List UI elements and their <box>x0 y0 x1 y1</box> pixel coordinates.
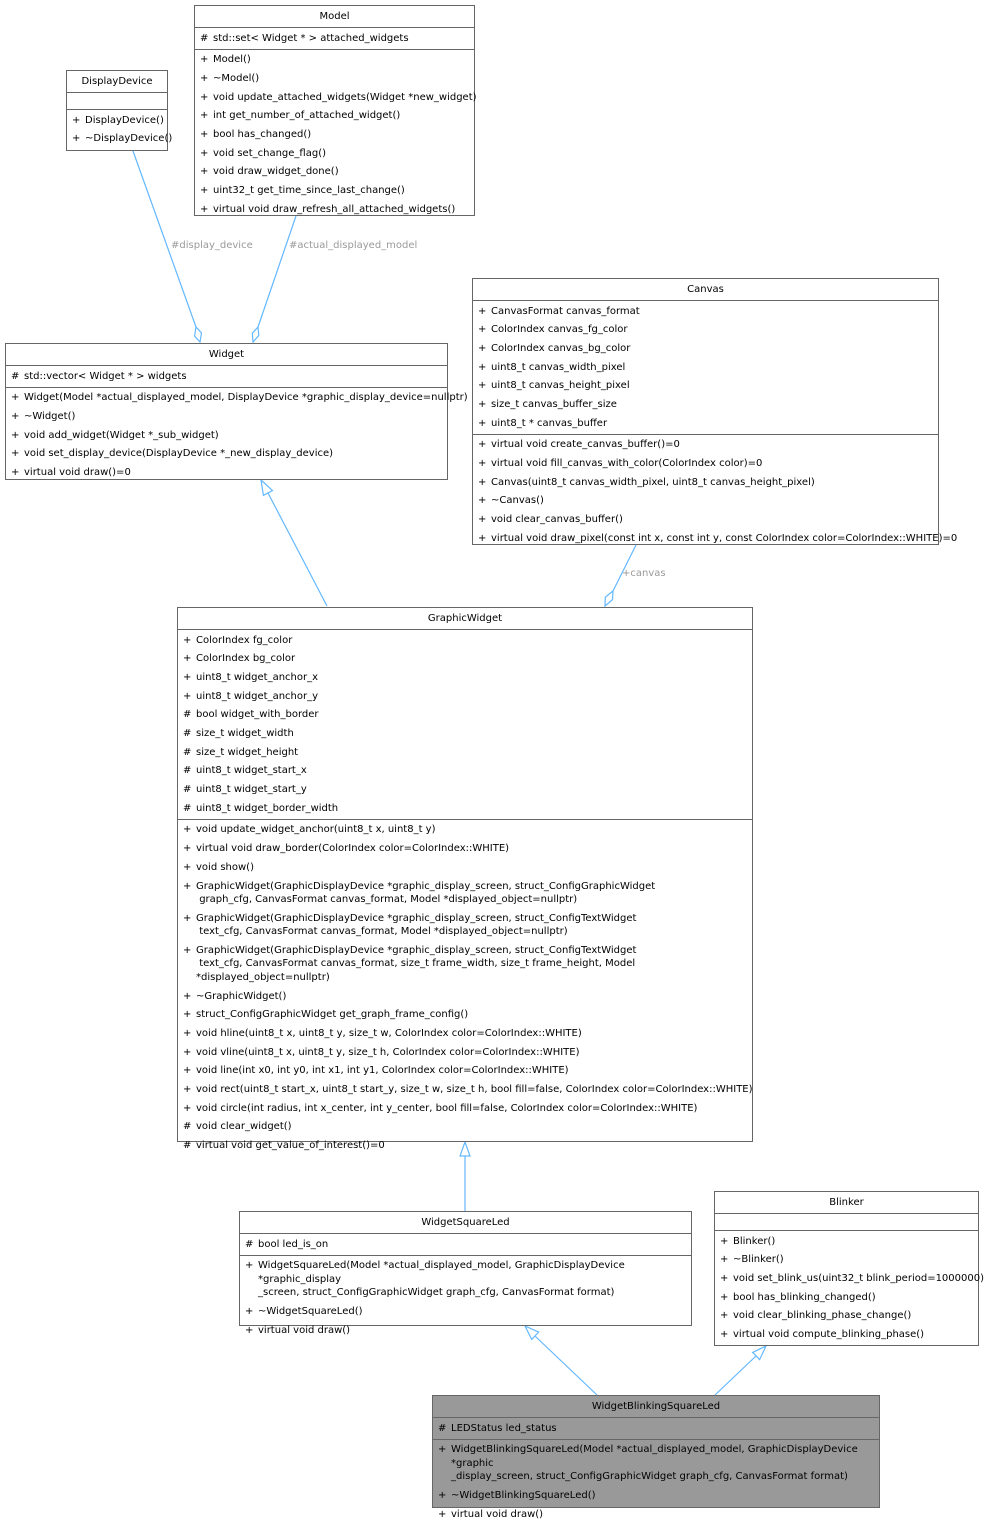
visibility-marker: # <box>200 32 209 44</box>
visibility-marker: + <box>200 166 209 178</box>
class-name: WidgetSquareLed <box>240 1212 691 1234</box>
class-name: Blinker <box>715 1192 978 1214</box>
attribute-row <box>178 706 752 725</box>
class-name: DisplayDevice <box>67 71 167 93</box>
method-text: void circle(int radius, int x_center, int y_center, bool fill=false, ColorIndex color=ColorIndex::WHITE) <box>196 1102 698 1114</box>
edge-display-device <box>133 151 196 327</box>
class-widget-blinking-square-led[interactable] <box>432 1395 880 1520</box>
method-row <box>67 111 167 130</box>
methods-section <box>473 435 958 549</box>
class-name: Canvas <box>473 279 938 301</box>
class-graphic-widget[interactable] <box>177 607 753 1152</box>
visibility-marker: + <box>183 912 192 924</box>
visibility-marker: + <box>720 1254 729 1266</box>
visibility-marker: # <box>438 1422 447 1434</box>
visibility-marker: + <box>478 439 487 451</box>
method-text: void clear_widget() <box>196 1121 292 1133</box>
method-row <box>178 1137 752 1156</box>
attribute-text: ColorIndex bg_color <box>196 653 296 665</box>
visibility-marker: # <box>183 1121 192 1133</box>
method-text: virtual void fill_canvas_with_color(ColorIndex color)=0 <box>491 458 763 470</box>
method-row <box>178 840 752 859</box>
attribute-row <box>178 687 752 706</box>
method-text: ~GraphicWidget() <box>196 990 287 1002</box>
visibility-marker: # <box>183 746 192 758</box>
attributes-section <box>240 1234 691 1256</box>
method-text: Widget(Model *actual_displayed_model, DisplayDevice *graphic_display_device=nullptr) <box>24 392 468 404</box>
methods-section <box>715 1231 984 1345</box>
visibility-marker: + <box>183 944 192 956</box>
attributes-section <box>433 1418 879 1440</box>
method-row <box>178 858 752 877</box>
method-row <box>178 1024 752 1043</box>
attribute-text: ColorIndex canvas_bg_color <box>491 342 631 354</box>
visibility-marker: + <box>438 1444 447 1456</box>
visibility-marker: + <box>183 880 192 892</box>
method-row <box>178 877 752 909</box>
method-row <box>195 182 474 201</box>
attribute-text: LEDStatus led_status <box>451 1422 557 1434</box>
visibility-marker: + <box>183 671 192 683</box>
method-row <box>178 1006 752 1025</box>
method-text: void update_attached_widgets(Widget *new_widget) <box>213 91 477 103</box>
visibility-marker: + <box>72 133 81 145</box>
method-row <box>178 1062 752 1081</box>
method-text: ~WidgetBlinkingSquareLed() <box>451 1489 596 1501</box>
method-row <box>195 163 474 182</box>
visibility-marker: + <box>200 129 209 141</box>
class-canvas[interactable] <box>472 278 958 545</box>
method-row <box>178 1099 752 1118</box>
method-text: virtual void draw_refresh_all_attached_widgets() <box>213 203 456 215</box>
method-text: Canvas(uint8_t canvas_width_pixel, uint8_t canvas_height_pixel) <box>491 476 815 488</box>
method-row <box>178 941 752 987</box>
visibility-marker: + <box>200 185 209 197</box>
visibility-marker: + <box>245 1260 254 1272</box>
visibility-marker: + <box>183 634 192 646</box>
visibility-marker: + <box>478 324 487 336</box>
attribute-row <box>240 1235 691 1254</box>
visibility-marker: + <box>183 990 192 1002</box>
methods-section <box>67 110 173 149</box>
visibility-marker: + <box>200 203 209 215</box>
class-name: GraphicWidget <box>178 608 752 630</box>
visibility-marker: + <box>478 342 487 354</box>
method-row <box>473 436 938 455</box>
visibility-marker: + <box>200 147 209 159</box>
method-row <box>195 107 474 126</box>
method-row <box>195 69 474 88</box>
method-text: void update_widget_anchor(uint8_t x, uint8_t y) <box>196 824 436 836</box>
methods-section <box>240 1256 691 1341</box>
attributes-section <box>178 630 752 820</box>
method-text: virtual void draw() <box>258 1324 351 1336</box>
method-text: Model() <box>213 54 251 66</box>
visibility-marker: + <box>183 1065 192 1077</box>
attribute-text: bool led_is_on <box>258 1238 329 1250</box>
method-row <box>715 1251 978 1270</box>
visibility-marker: + <box>478 458 487 470</box>
attributes-section <box>195 28 474 50</box>
method-text: Blinker() <box>733 1235 776 1247</box>
visibility-marker: + <box>720 1310 729 1322</box>
attribute-text: std::vector< Widget * > widgets <box>24 370 187 382</box>
visibility-marker: + <box>183 1102 192 1114</box>
method-row <box>473 473 938 492</box>
visibility-marker: + <box>720 1272 729 1284</box>
method-text: GraphicWidget(GraphicDisplayDevice *graphic_display_screen, struct_ConfigTextWidget text_cfg, CanvasFormat canvas_format, Model *displayed_object=nullptr) <box>196 912 637 938</box>
attribute-text: uint8_t canvas_height_pixel <box>491 380 630 392</box>
attribute-row <box>433 1419 879 1438</box>
method-row <box>715 1269 984 1288</box>
visibility-marker: + <box>478 532 487 544</box>
attributes-section <box>715 1214 978 1231</box>
visibility-marker: + <box>245 1324 254 1336</box>
method-row <box>67 130 173 149</box>
method-row <box>715 1288 978 1307</box>
edge-blinking-squareled <box>535 1336 597 1395</box>
method-text: virtual void draw_pixel(const int x, const int y, const ColorIndex color=ColorIndex::WHITE)=0 <box>491 532 958 544</box>
visibility-marker: # <box>183 1140 192 1152</box>
class-model[interactable] <box>194 5 475 216</box>
diamond-actual-displayed-model <box>252 327 258 342</box>
method-row <box>178 1080 752 1099</box>
diamond-display-device <box>195 327 202 342</box>
method-text: void clear_canvas_buffer() <box>491 514 623 526</box>
method-text: void rect(uint8_t start_x, uint8_t start_y, size_t w, size_t h, bool fill=false, ColorIndex color=ColorIndex::WHITE) <box>196 1084 753 1096</box>
visibility-marker: + <box>183 690 192 702</box>
diamond-canvas <box>605 591 613 606</box>
visibility-marker: + <box>200 72 209 84</box>
visibility-marker: + <box>478 417 487 429</box>
visibility-marker: + <box>183 1084 192 1096</box>
visibility-marker: + <box>183 1027 192 1039</box>
attribute-text: ColorIndex canvas_fg_color <box>491 324 628 336</box>
method-text: DisplayDevice() <box>85 114 164 126</box>
attribute-row <box>178 743 752 762</box>
method-text: GraphicWidget(GraphicDisplayDevice *graphic_display_screen, struct_ConfigGraphicWidget graph_cfg, CanvasFormat canvas_format, Model *displayed_object=nullptr) <box>196 880 656 906</box>
method-text: ~WidgetSquareLed() <box>258 1305 363 1317</box>
visibility-marker: + <box>11 392 20 404</box>
class-blinker[interactable] <box>714 1191 984 1346</box>
attribute-row <box>178 650 752 669</box>
method-row <box>195 88 477 107</box>
attribute-row <box>473 302 938 321</box>
attribute-text: uint8_t widget_anchor_y <box>196 690 319 702</box>
method-text: bool has_blinking_changed() <box>733 1291 876 1303</box>
method-text: virtual void get_value_of_interest()=0 <box>196 1140 385 1152</box>
attribute-text: size_t widget_width <box>196 728 294 740</box>
attributes-section <box>473 301 938 435</box>
method-text: WidgetSquareLed(Model *actual_displayed_model, GraphicDisplayDevice *graphic_display _screen, struct_ConfigGraphicWidget graph_cfg, CanvasFormat format) <box>258 1260 625 1299</box>
edge-actual-displayed-model <box>258 216 296 327</box>
visibility-marker: + <box>183 824 192 836</box>
visibility-marker: + <box>478 380 487 392</box>
visibility-marker: + <box>438 1508 447 1520</box>
attribute-text: bool widget_with_border <box>196 709 319 721</box>
visibility-marker: + <box>183 861 192 873</box>
visibility-marker: + <box>478 514 487 526</box>
visibility-marker: + <box>72 114 81 126</box>
edge-graphicwidget-widget <box>268 493 327 606</box>
class-name: Widget <box>6 344 447 366</box>
method-text: void show() <box>196 861 254 873</box>
edge-label-canvas: +canvas <box>622 568 666 579</box>
attribute-row <box>178 631 752 650</box>
method-row <box>433 1441 879 1487</box>
attribute-text: uint8_t widget_anchor_x <box>196 671 319 683</box>
attribute-text: uint8_t canvas_width_pixel <box>491 361 626 373</box>
attribute-row <box>178 762 752 781</box>
method-row <box>240 1321 691 1340</box>
visibility-marker: + <box>183 843 192 855</box>
visibility-marker: + <box>183 653 192 665</box>
method-row <box>178 987 752 1006</box>
method-text: ~Canvas() <box>491 495 544 507</box>
visibility-marker: + <box>478 476 487 488</box>
class-widget[interactable] <box>5 343 468 480</box>
attribute-row <box>473 414 938 433</box>
method-row <box>473 492 938 511</box>
attribute-text: CanvasFormat canvas_format <box>491 305 640 317</box>
class-name: Model <box>195 6 474 28</box>
method-text: ~Blinker() <box>733 1254 784 1266</box>
method-text: virtual void draw() <box>451 1508 544 1520</box>
attribute-text: std::set< Widget * > attached_widgets <box>213 32 409 44</box>
class-display-device[interactable] <box>66 70 173 151</box>
visibility-marker: # <box>11 370 20 382</box>
visibility-marker: # <box>245 1238 254 1250</box>
visibility-marker: + <box>11 410 20 422</box>
method-text: ~Model() <box>213 72 260 84</box>
method-text: void line(int x0, int y0, int x1, int y1, ColorIndex color=ColorIndex::WHITE) <box>196 1065 569 1077</box>
visibility-marker: + <box>11 429 20 441</box>
class-widget-square-led[interactable] <box>239 1211 692 1336</box>
visibility-marker: + <box>11 448 20 460</box>
methods-section <box>195 50 477 220</box>
visibility-marker: + <box>478 495 487 507</box>
method-text: uint32_t get_time_since_last_change() <box>213 185 405 197</box>
method-text: GraphicWidget(GraphicDisplayDevice *graphic_display_screen, struct_ConfigTextWidget text_cfg, CanvasFormat canvas_format, size_t frame_width, size_t frame_height, Model *displayed_object=nullptr) <box>196 944 637 983</box>
visibility-marker: + <box>11 467 20 479</box>
methods-section <box>6 388 468 483</box>
attribute-row <box>178 799 752 818</box>
attribute-text: uint8_t widget_border_width <box>196 802 339 814</box>
method-text: void vline(uint8_t x, uint8_t y, size_t h, ColorIndex color=ColorIndex::WHITE) <box>196 1046 580 1058</box>
visibility-marker: # <box>183 728 192 740</box>
attribute-text: uint8_t widget_start_y <box>196 784 307 796</box>
edge-label-actual-displayed-model: #actual_displayed_model <box>289 240 418 251</box>
method-text: virtual void create_canvas_buffer()=0 <box>491 439 680 451</box>
attributes-section <box>67 93 167 110</box>
attribute-text: uint8_t * canvas_buffer <box>491 417 608 429</box>
attribute-row <box>473 339 938 358</box>
method-row <box>195 51 474 70</box>
attribute-row <box>178 781 752 800</box>
methods-section <box>433 1440 879 1525</box>
method-row <box>195 125 474 144</box>
edge-label-display-device: #display_device <box>171 240 253 251</box>
visibility-marker: + <box>438 1489 447 1501</box>
method-text: virtual void compute_blinking_phase() <box>733 1329 925 1341</box>
attribute-text: ColorIndex fg_color <box>196 634 293 646</box>
attributes-section <box>6 366 447 388</box>
method-row <box>473 511 938 530</box>
method-text: int get_number_of_attached_widget() <box>213 110 401 122</box>
method-text: bool has_changed() <box>213 129 312 141</box>
visibility-marker: + <box>183 1009 192 1021</box>
method-row <box>6 445 447 464</box>
method-text: ~DisplayDevice() <box>85 133 173 145</box>
method-row <box>240 1302 691 1321</box>
class-name: WidgetBlinkingSquareLed <box>433 1396 879 1418</box>
visibility-marker: + <box>183 1046 192 1058</box>
visibility-marker: # <box>183 802 192 814</box>
method-row <box>473 529 958 548</box>
method-text: void clear_blinking_phase_change() <box>733 1310 912 1322</box>
method-row <box>195 144 474 163</box>
method-row <box>178 909 752 941</box>
visibility-marker: + <box>245 1305 254 1317</box>
method-text: void set_blink_us(uint32_t blink_period=1000000) <box>733 1272 984 1284</box>
method-row <box>6 389 468 408</box>
visibility-marker: + <box>478 361 487 373</box>
method-text: void set_change_flag() <box>213 147 327 159</box>
visibility-marker: # <box>183 765 192 777</box>
method-text: ~Widget() <box>24 410 76 422</box>
method-row <box>715 1232 978 1251</box>
method-row <box>6 463 447 482</box>
attribute-text: size_t canvas_buffer_size <box>491 399 617 411</box>
attribute-row <box>473 358 938 377</box>
visibility-marker: # <box>183 709 192 721</box>
method-text: virtual void draw_border(ColorIndex color=ColorIndex::WHITE) <box>196 843 510 855</box>
method-text: void hline(uint8_t x, uint8_t y, size_t w, ColorIndex color=ColorIndex::WHITE) <box>196 1027 582 1039</box>
attribute-row <box>473 395 938 414</box>
methods-section <box>178 820 752 1156</box>
visibility-marker: + <box>200 110 209 122</box>
method-text: virtual void draw()=0 <box>24 467 131 479</box>
attribute-row <box>473 377 938 396</box>
attribute-text: size_t widget_height <box>196 746 299 758</box>
method-row <box>178 1043 752 1062</box>
method-text: struct_ConfigGraphicWidget get_graph_frame_config() <box>196 1009 469 1021</box>
method-text: WidgetBlinkingSquareLed(Model *actual_displayed_model, GraphicDisplayDevice *graphic _display_screen, struct_ConfigGraphicWidget graph_cfg, CanvasFormat format) <box>451 1444 858 1483</box>
method-row <box>6 426 447 445</box>
method-row <box>178 1118 752 1137</box>
method-row <box>178 821 752 840</box>
attribute-text: uint8_t widget_start_x <box>196 765 307 777</box>
attribute-row <box>178 724 752 743</box>
attribute-row <box>195 29 474 48</box>
attribute-row <box>178 668 752 687</box>
visibility-marker: + <box>200 91 209 103</box>
method-row <box>715 1325 978 1344</box>
visibility-marker: + <box>720 1291 729 1303</box>
method-text: void add_widget(Widget *_sub_widget) <box>24 429 219 441</box>
method-row <box>715 1307 978 1326</box>
method-row <box>6 407 447 426</box>
method-row <box>240 1257 691 1303</box>
visibility-marker: + <box>478 305 487 317</box>
visibility-marker: + <box>720 1329 729 1341</box>
method-row <box>195 200 474 219</box>
method-row <box>473 455 938 474</box>
attribute-row <box>473 321 938 340</box>
attribute-row <box>6 367 447 386</box>
visibility-marker: + <box>200 54 209 66</box>
method-text: void set_display_device(DisplayDevice *_new_display_device) <box>24 448 334 460</box>
method-row <box>433 1486 879 1505</box>
method-text: void draw_widget_done() <box>213 166 339 178</box>
visibility-marker: # <box>183 784 192 796</box>
visibility-marker: + <box>720 1235 729 1247</box>
method-row <box>433 1505 879 1524</box>
visibility-marker: + <box>478 399 487 411</box>
edge-blinking-blinker <box>715 1356 756 1395</box>
